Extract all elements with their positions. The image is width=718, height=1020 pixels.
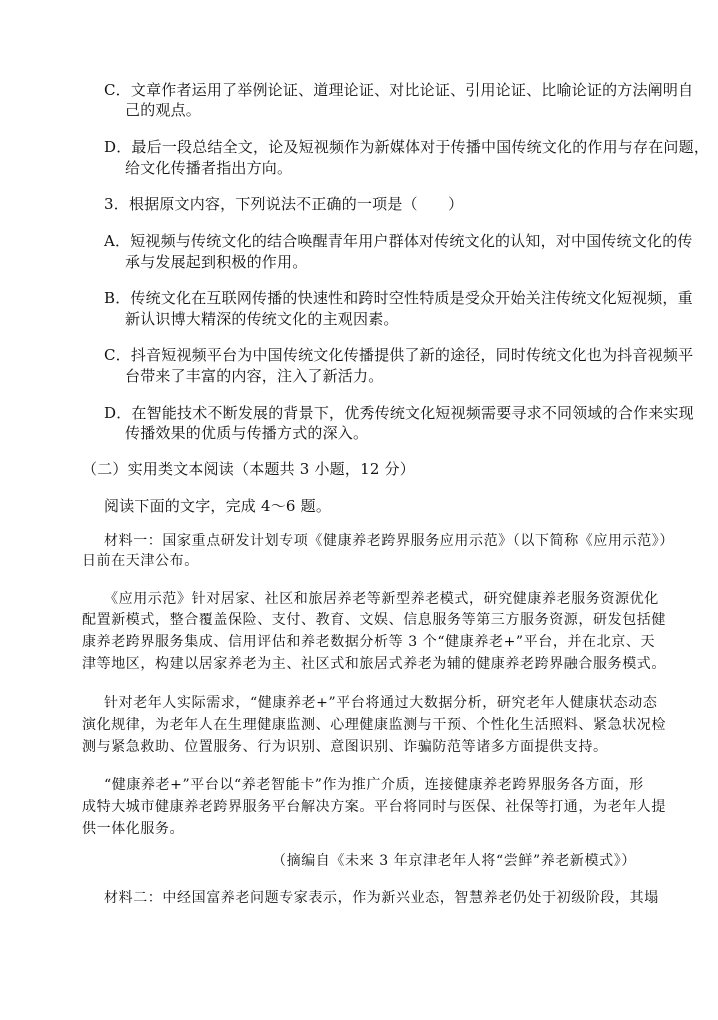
- material1-p4-line1: “健康养老+”平台以“养老智能卡”作为推广介质，连接健康养老跨界服务各方面，形: [104, 777, 644, 793]
- q3-option-c-line2: 台带来了丰富的内容，注入了新活力。: [125, 367, 384, 385]
- material2-line1: 材料二：中经国富养老问题专家表示，作为新兴业态，智慧养老仍处于初级阶段，其塌: [104, 890, 659, 906]
- q2-option-c-line2: 己的观点。: [125, 101, 202, 119]
- q3-stem: 3．根据原文内容，下列说法不正确的一项是（ ）: [104, 195, 464, 213]
- q3-option-b-line1: B．传统文化在互联网传播的快速性和跨时空性特质是受众开始关注传统文化短视频，重: [104, 289, 693, 307]
- material1-p2-line2: 配置新模式，整合覆盖保险、支付、教育、文娱、信息服务等第三方服务资源，研发包括健: [82, 612, 666, 628]
- q3-option-d-line2: 传播效果的优质与传播方式的深入。: [125, 424, 369, 442]
- material1-p1-line1: 材料一：国家重点研发计划专项《健康养老跨界服务应用示范》（以下简称《应用示范》）: [104, 533, 674, 549]
- material1-p3-line2: 演化规律，为老年人在生理健康监测、心理健康监测与干预、个性化生活照料、紧急状况检: [82, 717, 666, 733]
- material1-source: （摘编自《未来 3 年京津老年人将“尝鲜”养老新模式》）: [272, 853, 636, 869]
- material1-p2-line3: 康养老跨界服务集成、信用评估和养老数据分析等 3 个“健康养老+”平台，并在北京、天: [82, 634, 656, 650]
- q3-option-a-line1: A．短视频与传统文化的结合唤醒青年用户群体对传统文化的认知，对中国传统文化的传: [104, 232, 693, 250]
- section-instruction: 阅读下面的文字，完成 4～6 题。: [104, 497, 332, 515]
- material1-p2-line1: 《应用示范》针对居家、社区和旅居养老等新型养老模式，研究健康养老服务资源优化: [104, 591, 659, 607]
- material1-p4-line2: 成特大城市健康养老跨界服务平台解决方案。平台将同时与医保、社保等打通，为老年人提: [82, 799, 666, 815]
- section-heading: （二）实用类文本阅读（本题共 3 小题，12 分）: [82, 460, 415, 478]
- q3-option-a-line2: 承与发展起到积极的作用。: [125, 253, 308, 271]
- q3-option-b-line2: 新认识博大精深的传统文化的主观因素。: [125, 310, 399, 328]
- material1-p3-line1: 针对老年人实际需求，“健康养老+”平台将通过大数据分析，研究老年人健康状态动态: [104, 695, 658, 711]
- q2-option-d-line2: 给文化传播者指出方向。: [125, 159, 293, 177]
- q2-option-d-line1: D．最后一段总结全文，论及短视频作为新媒体对于传播中国传统文化的作用与存在问题，: [104, 138, 710, 156]
- q2-option-c-line1: C．文章作者运用了举例论证、道理论证、对比论证、引用论证、比喻论证的方法阐明自: [104, 81, 694, 99]
- material1-p1-line2: 日前在天津公布。: [82, 553, 199, 569]
- q3-option-d-line1: D．在智能技术不断发展的背景下，优秀传统文化短视频需要寻求不同领域的合作来实现: [104, 404, 694, 422]
- material1-p2-line4: 津等地区，构建以居家养老为主、社区式和旅居式养老为辅的健康养老跨界融合服务模式。: [82, 656, 666, 672]
- q3-option-c-line1: C．抖音短视频平台为中国传统文化传播提供了新的途径，同时传统文化也为抖音视频平: [104, 346, 694, 364]
- material1-p3-line3: 测与紧急救助、位置服务、行为识别、意图识别、诈骗防范等诸多方面提供支持。: [82, 739, 608, 755]
- material1-p4-line3: 供一体化服务。: [82, 821, 185, 837]
